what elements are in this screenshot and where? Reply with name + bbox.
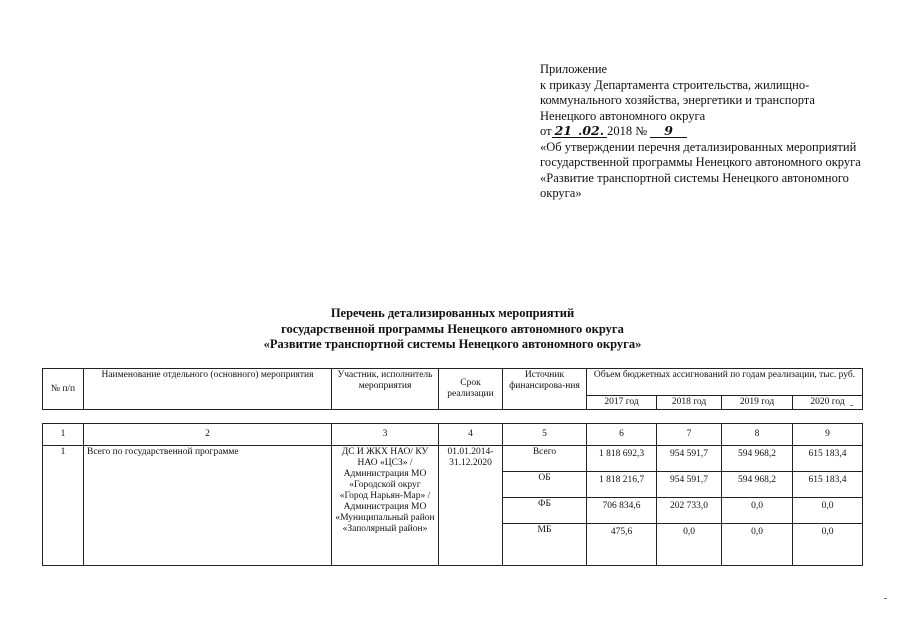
appendix-block [540, 62, 870, 202]
date-prefix: от [540, 124, 552, 138]
handwritten-month: .02. [575, 125, 607, 138]
column-numbers-row [43, 424, 863, 446]
column-number: 9 [793, 424, 863, 446]
column-number: 2 [84, 424, 332, 446]
value-cell: 954 591,7 [657, 472, 722, 498]
title-line: Перечень детализированных мероприятий [330, 306, 575, 320]
value-cell: 0,0 [657, 524, 722, 566]
appendix-line: к приказу Департамента строительства, жилищно- [540, 77, 810, 92]
appendix-line: Приложение [540, 62, 608, 76]
value-cell: 594 968,2 [722, 472, 793, 498]
appendix-line: коммунального хозяйства, энергетики и транспорта [540, 93, 815, 107]
date-year: 2018 № [607, 124, 648, 138]
title-line: государственной программы Ненецкого автономного округа [281, 321, 624, 336]
value-cell: 706 834,6 [587, 498, 657, 524]
source-cell: МБ [503, 524, 587, 566]
scan-speck [850, 405, 853, 406]
scan-speck [884, 598, 887, 599]
value-cell: 954 591,7 [657, 446, 722, 472]
row-term: 01.01.2014-31.12.2020 [439, 446, 503, 566]
column-number: 1 [43, 424, 84, 446]
column-number: 6 [587, 424, 657, 446]
header-year: 2017 год [587, 396, 657, 410]
header-term: Срок реализации [439, 369, 503, 410]
value-cell: 1 818 692,3 [587, 446, 657, 472]
header-name: Наименование отдельного (основного) мероприятия [84, 369, 332, 410]
value-cell: 615 183,4 [793, 446, 863, 472]
row-name: Всего по государственной программе [84, 446, 332, 566]
header-source: Источник финансирова-ния [503, 369, 587, 410]
header-num: № п/п [43, 369, 84, 410]
appendix-line: Ненецкого автономного округа [540, 108, 706, 123]
column-number: 7 [657, 424, 722, 446]
header-year: 2019 год [722, 396, 793, 410]
value-cell: 1 818 216,7 [587, 472, 657, 498]
order-subject: «Об утверждении перечня детализированных мероприятий государственной программы Ненецкого автономного округа «Развитие транспортной системы Ненецкого автономного округа» [540, 139, 861, 200]
source-cell: Всего [503, 446, 587, 472]
source-cell: ОБ [503, 472, 587, 498]
row-participant: ДС И ЖКХ НАО/ КУ НАО «ЦСЗ» /Администрация МО «Городской округ «Город Нарьян-Мар» / Администрация МО «Муниципальный район «Заполярный район» [332, 446, 439, 566]
header-year: 2018 год [657, 396, 722, 410]
title-line: «Развитие транспортной системы Ненецкого автономного округа» [263, 337, 642, 351]
value-cell: 475,6 [587, 524, 657, 566]
row-num: 1 [43, 446, 84, 566]
handwritten-day: 21 [552, 125, 575, 138]
column-number: 4 [439, 424, 503, 446]
value-cell: 0,0 [722, 524, 793, 566]
header-volume: Объем бюджетных ассигнований по годам реализации, тыс. руб. [587, 369, 863, 396]
table-header [42, 368, 863, 410]
column-number: 5 [503, 424, 587, 446]
source-cell: ФБ [503, 498, 587, 524]
header-year: 2020 год [793, 396, 863, 410]
value-cell: 0,0 [793, 498, 863, 524]
value-cell: 0,0 [793, 524, 863, 566]
column-number: 3 [332, 424, 439, 446]
document-title [0, 306, 905, 353]
value-cell: 202 733,0 [657, 498, 722, 524]
header-participant: Участник, исполнитель мероприятия [332, 369, 439, 410]
table-row [43, 446, 863, 472]
value-cell: 615 183,4 [793, 472, 863, 498]
handwritten-order-number: 9 [650, 125, 687, 138]
order-date-line [540, 124, 870, 140]
value-cell: 0,0 [722, 498, 793, 524]
table-body [42, 423, 863, 566]
value-cell: 594 968,2 [722, 446, 793, 472]
column-number: 8 [722, 424, 793, 446]
